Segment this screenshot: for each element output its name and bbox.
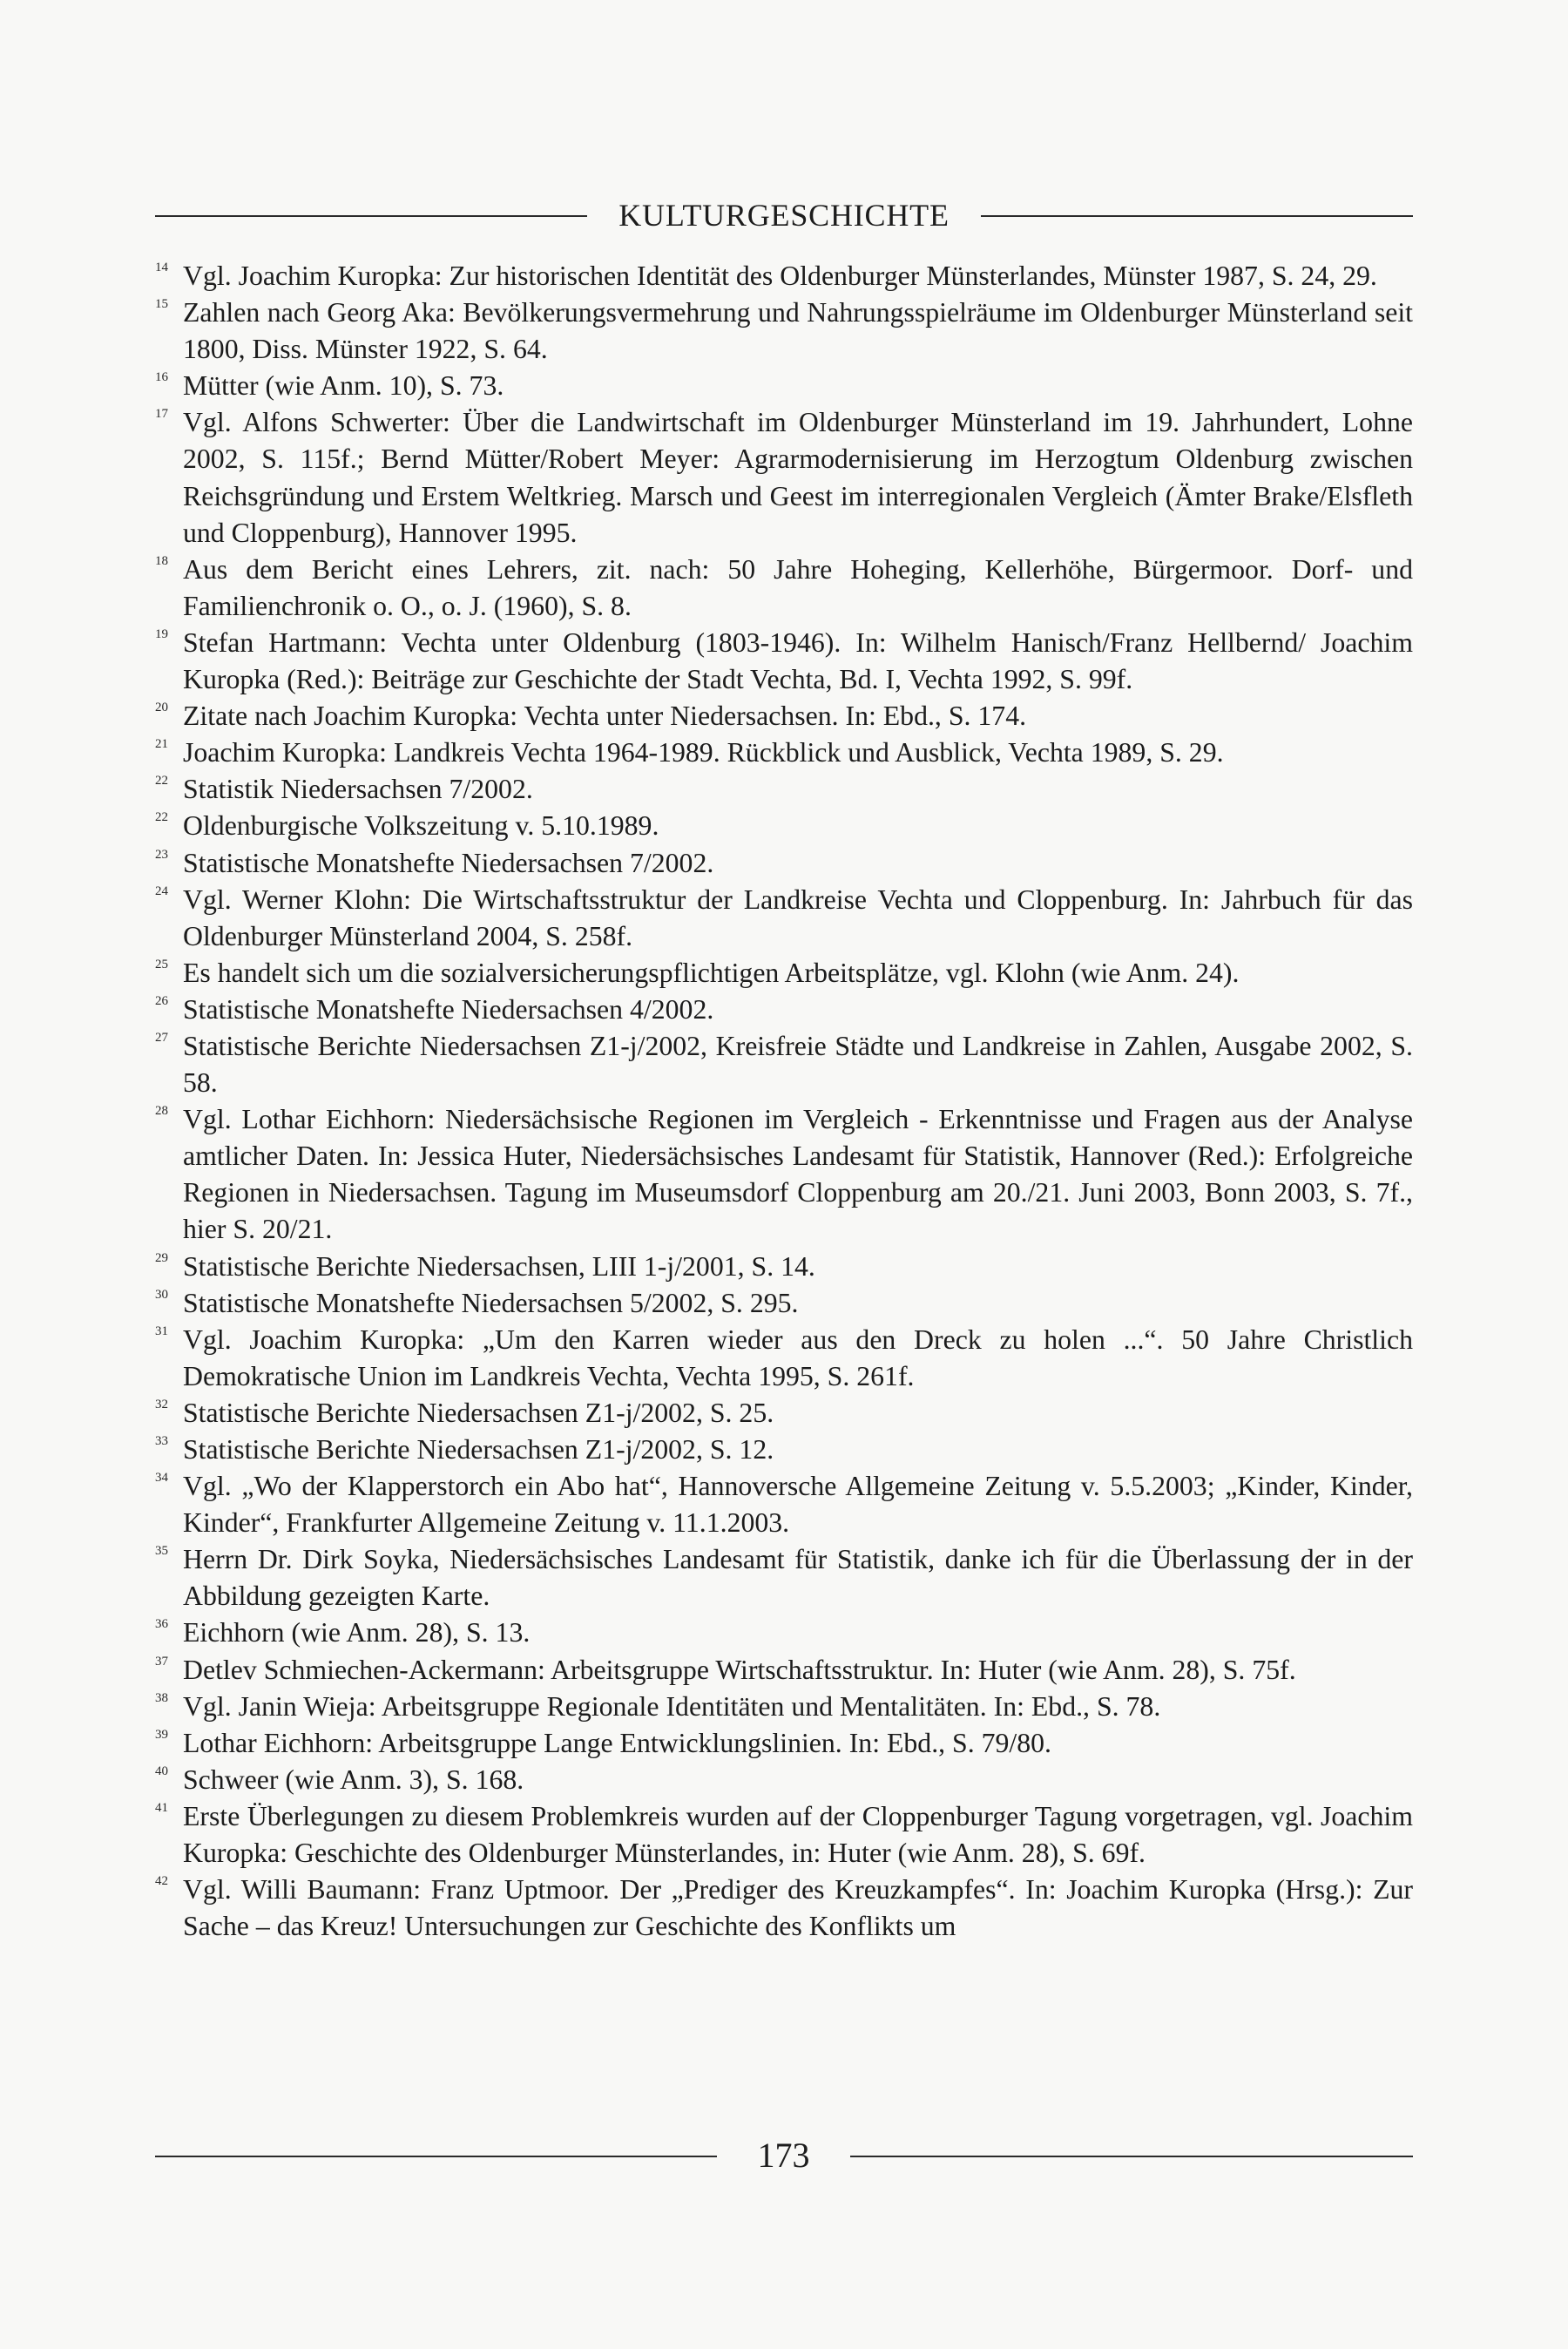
- footnote-number: 41: [155, 1800, 168, 1815]
- footnote-text: Vgl. Lothar Eichhorn: Niedersächsische Regionen im Vergleich - Erkenntnisse und Fragen aus der Analyse amtlicher Daten. In: Jessica Huter, Niedersächsisches Landesamt für Statistik, Hannover (Red.): Erfolgreiche Regionen in Niedersachsen. Tagung im Museumsdorf Cloppenburg am 20./21. Juni 2003, Bonn 2003, S. 7f., hier S. 20/21.: [183, 1104, 1413, 1245]
- footnote-list: [155, 258, 1413, 1945]
- page-number: 173: [757, 2136, 810, 2175]
- footnote-text: Vgl. „Wo der Klapperstorch ein Abo hat“, Hannoversche Allgemeine Zeitung v. 5.5.2003; „Kinder, Kinder, Kinder“, Frankfurter Allgemeine Zeitung v. 11.1.2003.: [183, 1471, 1413, 1539]
- footnote-number: 24: [155, 883, 168, 898]
- footnote-number: 19: [155, 626, 168, 641]
- footnote: [155, 258, 1413, 294]
- footnote-text: Vgl. Joachim Kuropka: „Um den Karren wieder aus den Dreck zu holen ...“. 50 Jahre Christlich Demokratische Union im Landkreis Vechta, Vechta 1995, S. 261f.: [183, 1323, 1413, 1391]
- footnote-text: Erste Überlegungen zu diesem Problemkreis wurden auf der Cloppenburger Tagung vorgetragen, vgl. Joachim Kuropka: Geschichte des Oldenburger Münsterlandes, in: Huter (wie Anm. 28), S. 69f.: [183, 1800, 1413, 1869]
- footnote-number: 32: [155, 1397, 168, 1411]
- footnote-number: 14: [155, 261, 168, 274]
- footnote-number: 38: [155, 1690, 168, 1705]
- footnote: [155, 1101, 1413, 1248]
- footnote-number: 39: [155, 1727, 168, 1742]
- footnote: [155, 1689, 1413, 1725]
- footnote-number: 34: [155, 1471, 168, 1486]
- footnote-number: 22: [155, 774, 168, 789]
- footnote-number: 31: [155, 1323, 168, 1338]
- footnote-text: Statistische Berichte Niedersachsen Z1-j/2002, S. 25.: [183, 1397, 774, 1428]
- footnote: [155, 1395, 1413, 1432]
- footnote-number: 40: [155, 1763, 168, 1778]
- header-rule-right: [981, 215, 1413, 217]
- footnote: [155, 1249, 1413, 1285]
- footnote: [155, 625, 1413, 698]
- footnote: [155, 1468, 1413, 1541]
- footnote-number: 29: [155, 1250, 168, 1265]
- footnote: [155, 1798, 1413, 1872]
- footnote: [155, 882, 1413, 955]
- footnote: [155, 1028, 1413, 1101]
- footnote-text: Statistische Monatshefte Niedersachsen 5/2002, S. 295.: [183, 1287, 799, 1318]
- footnote-number: 20: [155, 701, 168, 715]
- footnote-number: 23: [155, 847, 168, 862]
- footnote: [155, 294, 1413, 368]
- footnote: [155, 1725, 1413, 1762]
- footnote-text: Schweer (wie Anm. 3), S. 168.: [183, 1763, 524, 1795]
- footnote-text: Es handelt sich um die sozialversicherungspflichtigen Arbeitsplätze, vgl. Klohn (wie Anm. 24).: [183, 957, 1240, 988]
- footnote-number: 22: [155, 810, 168, 825]
- footnote-text: Statistische Berichte Niedersachsen, LIII 1-j/2001, S. 14.: [183, 1250, 815, 1282]
- footnote-number: 25: [155, 957, 168, 971]
- footnote-text: Statistische Monatshefte Niedersachsen 7/2002.: [183, 847, 714, 878]
- footnote-text: Zahlen nach Georg Aka: Bevölkerungsvermehrung und Nahrungsspielräume im Oldenburger Münsterland seit 1800, Diss. Münster 1922, S. 64.: [183, 297, 1413, 365]
- footnote-text: Zitate nach Joachim Kuropka: Vechta unter Niedersachsen. In: Ebd., S. 174.: [183, 701, 1027, 732]
- footnote: [155, 698, 1413, 734]
- header-rule-left: [155, 215, 587, 217]
- footnote: [155, 404, 1413, 551]
- footnote-number: 27: [155, 1030, 168, 1045]
- footnote: [155, 1285, 1413, 1322]
- footnote-text: Mütter (wie Anm. 10), S. 73.: [183, 370, 504, 402]
- footnote: [155, 734, 1413, 771]
- footnote-number: 16: [155, 370, 168, 385]
- footnote: [155, 1652, 1413, 1689]
- footnote-text: Herrn Dr. Dirk Soyka, Niedersächsisches Landesamt für Statistik, danke ich für die Überlassung der in der Abbildung gezeigten Karte.: [183, 1544, 1413, 1612]
- footnote-text: Vgl. Willi Baumann: Franz Uptmoor. Der „Prediger des Kreuzkampfes“. In: Joachim Kuropka (Hrsg.): Zur Sache – das Kreuz! Untersuchungen zur Geschichte des Konflikts um: [183, 1874, 1413, 1942]
- footnote-number: 36: [155, 1617, 168, 1632]
- footnote: [155, 1615, 1413, 1651]
- footnote-text: Statistische Berichte Niedersachsen Z1-j/2002, S. 12.: [183, 1434, 774, 1465]
- footnote-text: Lothar Eichhorn: Arbeitsgruppe Lange Entwicklungslinien. In: Ebd., S. 79/80.: [183, 1727, 1052, 1758]
- footnote-number: 28: [155, 1104, 168, 1119]
- footnote-number: 42: [155, 1874, 168, 1889]
- footnote-text: Detlev Schmiechen-Ackermann: Arbeitsgruppe Wirtschaftsstruktur. In: Huter (wie Anm. 28), S. 75f.: [183, 1654, 1296, 1685]
- footnote-text: Eichhorn (wie Anm. 28), S. 13.: [183, 1617, 531, 1648]
- footnote-text: Stefan Hartmann: Vechta unter Oldenburg (1803-1946). In: Wilhelm Hanisch/Franz Hellbernd/ Joachim Kuropka (Red.): Beiträge zur Geschichte der Stadt Vechta, Bd. I, Vechta 1992, S. 99f.: [183, 626, 1413, 695]
- footnote-text: Oldenburgische Volkszeitung v. 5.10.1989.: [183, 810, 659, 842]
- footer-rule-left: [155, 2156, 717, 2157]
- footnote: [155, 992, 1413, 1028]
- footnote-text: Joachim Kuropka: Landkreis Vechta 1964-1989. Rückblick und Ausblick, Vechta 1989, S. 29.: [183, 737, 1224, 768]
- footnote-text: Aus dem Bericht eines Lehrers, zit. nach: 50 Jahre Hoheging, Kellerhöhe, Bürgermoor. Dorf- und Familienchronik o. O., o. J. (1960), S. 8.: [183, 553, 1413, 621]
- footnote-number: 37: [155, 1654, 168, 1669]
- page-footer: [155, 2129, 1413, 2182]
- running-header-title: KULTURGESCHICHTE: [618, 198, 950, 233]
- footnote-text: Vgl. Alfons Schwerter: Über die Landwirtschaft im Oldenburger Münsterland im 19. Jahrhundert, Lohne 2002, S. 115f.; Bernd Mütter/Robert Meyer: Agrarmodernisierung im Herzogtum Oldenburg zwischen Reichsgründung und Erstem Weltkrieg. Marsch und Geest im interregionalen Vergleich (Ämter Brake/Elsfleth und Cloppenburg), Hannover 1995.: [183, 407, 1413, 548]
- footnote-text: Vgl. Janin Wieja: Arbeitsgruppe Regionale Identitäten und Mentalitäten. In: Ebd., S. 78.: [183, 1690, 1161, 1722]
- footnote-number: 18: [155, 553, 168, 568]
- footnote-text: Vgl. Werner Klohn: Die Wirtschaftsstruktur der Landkreise Vechta und Cloppenburg. In: Jahrbuch für das Oldenburger Münsterland 2004, S. 258f.: [183, 883, 1413, 951]
- footnote: [155, 1322, 1413, 1395]
- footnote-number: 21: [155, 737, 168, 752]
- footer-rule-right: [850, 2156, 1413, 2157]
- footnote-number: 33: [155, 1434, 168, 1448]
- footnote: [155, 552, 1413, 625]
- footnote: [155, 1432, 1413, 1468]
- footnote: [155, 1872, 1413, 1945]
- footnote: [155, 845, 1413, 882]
- footnote-number: 17: [155, 407, 168, 422]
- running-header: [155, 192, 1413, 242]
- footnote-number: 30: [155, 1287, 168, 1302]
- footnote-text: Statistische Monatshefte Niedersachsen 4/2002.: [183, 993, 714, 1025]
- footnote-text: Vgl. Joachim Kuropka: Zur historischen Identität des Oldenburger Münsterlandes, Münster 1987, S. 24, 29.: [183, 261, 1377, 291]
- footnote-number: 35: [155, 1544, 168, 1559]
- footnote: [155, 808, 1413, 844]
- footnote: [155, 955, 1413, 992]
- footnote-number: 15: [155, 297, 168, 312]
- footnote-text: Statistische Berichte Niedersachsen Z1-j/2002, Kreisfreie Städte und Landkreise in Zahlen, Ausgabe 2002, S. 58.: [183, 1030, 1413, 1099]
- footnote-number: 26: [155, 993, 168, 1008]
- footnote: [155, 368, 1413, 404]
- footnote: [155, 1762, 1413, 1798]
- footnote-text: Statistik Niedersachsen 7/2002.: [183, 774, 533, 805]
- footnote: [155, 1541, 1413, 1615]
- footnote: [155, 771, 1413, 808]
